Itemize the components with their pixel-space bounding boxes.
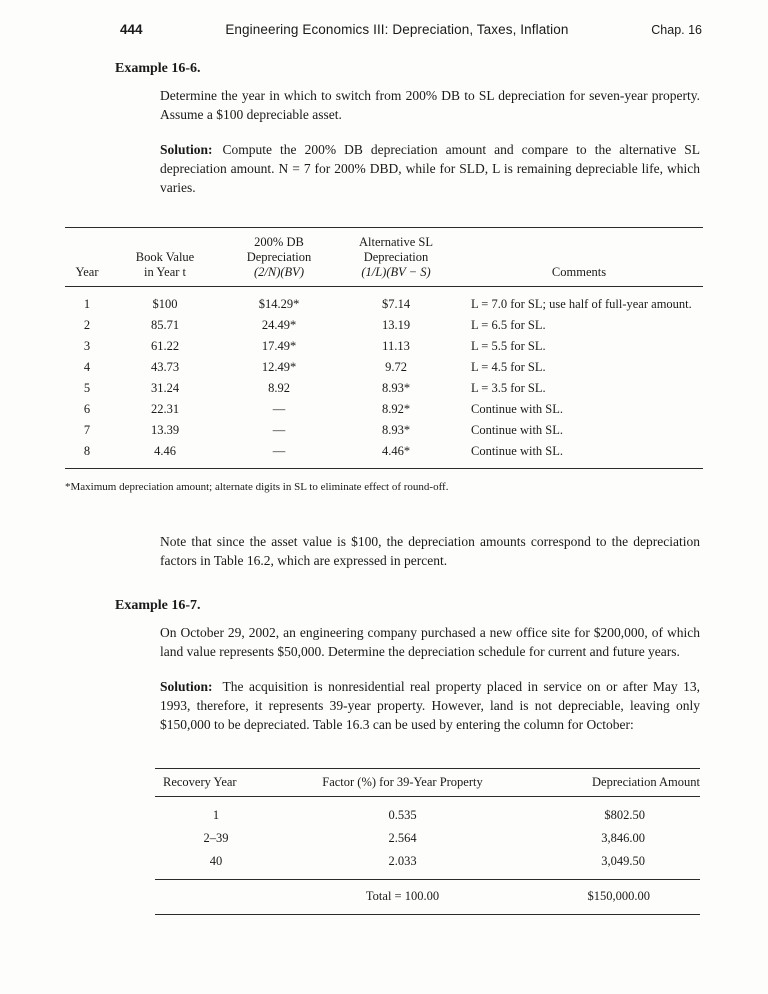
solution-label: Solution: bbox=[160, 142, 213, 157]
cell-db: — bbox=[272, 402, 286, 416]
cell-db: 24.49* bbox=[261, 318, 297, 332]
header-year: Year bbox=[75, 265, 99, 279]
solution-text: Compute the 200% DB depreciation amount and compare to the alternative SL depreciation amount. N = 7 for 200% DBD, while for SLD, L is remaining depreciable life, which varies. bbox=[160, 142, 700, 195]
table-row bbox=[155, 797, 700, 828]
cell-year: 8 bbox=[83, 444, 91, 458]
header-alternative-sl: Alternative SL Depreciation (1/L)(BV − S) bbox=[359, 235, 433, 279]
cell-sl: 8.93* bbox=[381, 381, 411, 395]
cell-year: 6 bbox=[83, 402, 91, 416]
cell-db: — bbox=[272, 444, 286, 458]
header-depreciation-amount: Depreciation Amount bbox=[592, 775, 700, 789]
cell-comments: Continue with SL. bbox=[471, 423, 564, 437]
cell-sl: 11.13 bbox=[382, 339, 410, 353]
cell-sl: 8.92* bbox=[381, 402, 411, 416]
table-row bbox=[65, 336, 703, 357]
cell-book_value: 43.73 bbox=[150, 360, 180, 374]
cell-comments: L = 6.5 for SL. bbox=[471, 318, 546, 332]
cell-sl: 8.93* bbox=[381, 423, 411, 437]
cell-comments: L = 3.5 for SL. bbox=[471, 381, 546, 395]
running-head bbox=[0, 0, 768, 37]
example-16-7-heading: Example 16-7. bbox=[115, 598, 201, 613]
cell-amount: 3,846.00 bbox=[601, 831, 645, 845]
table-body bbox=[65, 287, 703, 469]
table-header bbox=[65, 228, 703, 287]
cell-year: 3 bbox=[83, 339, 91, 353]
cell-year: 7 bbox=[83, 423, 91, 437]
cell-book_value: $100 bbox=[152, 297, 178, 311]
cell-db: $14.29* bbox=[258, 297, 300, 311]
cell-book_value: 61.22 bbox=[150, 339, 180, 353]
table-header-row bbox=[155, 769, 700, 797]
cell-factor: 0.535 bbox=[388, 808, 417, 822]
cell-comments: Continue with SL. bbox=[471, 444, 564, 458]
header-comments: Comments bbox=[551, 265, 607, 279]
example-16-6-solution bbox=[160, 140, 700, 197]
example-16-6-intro: Determine the year in which to switch from 200% DB to SL depreciation for seven-year property. Assume a $100 depreciable asset. bbox=[160, 88, 700, 122]
cell-db: 17.49* bbox=[261, 339, 297, 353]
cell-comments: L = 4.5 for SL. bbox=[471, 360, 546, 374]
header-book-value: Book Value in Year t bbox=[135, 250, 195, 279]
cell-db: 12.49* bbox=[261, 360, 297, 374]
table-row bbox=[65, 315, 703, 336]
table-row bbox=[65, 420, 703, 441]
cell-amount: 3,049.50 bbox=[601, 854, 645, 868]
cell-book_value: 85.71 bbox=[150, 318, 180, 332]
cell-factor: 2.033 bbox=[388, 854, 417, 868]
page-number: 444 bbox=[120, 22, 143, 37]
header-factor: Factor (%) for 39-Year Property bbox=[322, 775, 483, 789]
table-row bbox=[65, 399, 703, 420]
table-row bbox=[65, 287, 703, 316]
table-footer bbox=[155, 880, 700, 915]
note-paragraph: Note that since the asset value is $100, the depreciation amounts correspond to the depreciation factors in Table 16.2, which are expressed in percent. bbox=[160, 534, 700, 568]
table-body bbox=[155, 797, 700, 880]
cell-year: 1 bbox=[212, 808, 220, 822]
cell-db: 8.92 bbox=[268, 381, 290, 395]
table-row bbox=[65, 357, 703, 378]
chapter-title: Engineering Economics III: Depreciation, Taxes, Inflation bbox=[225, 22, 569, 37]
cell-comments: L = 7.0 for SL; use half of full-year amount. bbox=[471, 297, 692, 311]
cell-year: 2–39 bbox=[203, 831, 229, 845]
table-row bbox=[155, 850, 700, 880]
cell-sl: 9.72 bbox=[385, 360, 407, 374]
cell-sl: 4.46* bbox=[381, 444, 411, 458]
header-200db-depreciation: 200% DB Depreciation (2/N)(BV) bbox=[246, 235, 312, 279]
cell-factor: 2.564 bbox=[388, 831, 417, 845]
example-16-7-solution bbox=[160, 677, 700, 734]
cell-book_value: 4.46 bbox=[154, 444, 176, 458]
cell-sl: 13.19 bbox=[381, 318, 411, 332]
cell-comments: Continue with SL. bbox=[471, 402, 564, 416]
cell-year: 40 bbox=[209, 854, 223, 868]
solution-text: The acquisition is nonresidential real property placed in service on or after May 13, 1993, therefore, it represents 39-year property. However, land is not depreciable, leaving only $150,000 to be depreciated. Table 16.3 can be used by entering the column for October: bbox=[160, 679, 700, 732]
table-header bbox=[155, 769, 700, 797]
example-16-6-heading: Example 16-6. bbox=[115, 61, 201, 76]
cell-year: 5 bbox=[83, 381, 91, 395]
cell-book_value: 31.24 bbox=[150, 381, 180, 395]
chapter-label: Chap. 16 bbox=[651, 23, 702, 37]
cell-db: — bbox=[272, 423, 286, 437]
table-footnote: *Maximum depreciation amount; alternate digits in SL to eliminate effect of round-off. bbox=[65, 481, 449, 493]
solution-label: Solution: bbox=[160, 679, 213, 694]
total-amount: $150,000.00 bbox=[587, 889, 650, 903]
header-recovery-year: Recovery Year bbox=[163, 775, 237, 789]
table-row bbox=[65, 441, 703, 469]
cell-comments: L = 5.5 for SL. bbox=[471, 339, 546, 353]
recovery-schedule-table bbox=[155, 768, 700, 915]
example-16-7-intro: On October 29, 2002, an engineering company purchased a new office site for $200,000, of which land value represents $50,000. Determine the depreciation schedule for current and future years. bbox=[160, 625, 700, 659]
table-header-row bbox=[65, 228, 703, 287]
table-row bbox=[155, 827, 700, 850]
cell-book_value: 22.31 bbox=[150, 402, 180, 416]
table-row bbox=[65, 378, 703, 399]
total-label: Total = 100.00 bbox=[365, 889, 440, 903]
cell-year: 1 bbox=[83, 297, 91, 311]
total-row bbox=[155, 880, 700, 915]
cell-year: 4 bbox=[83, 360, 91, 374]
depreciation-switch-table bbox=[65, 227, 703, 469]
total-blank-cell bbox=[155, 880, 277, 915]
cell-sl: $7.14 bbox=[381, 297, 411, 311]
cell-book_value: 13.39 bbox=[150, 423, 180, 437]
cell-year: 2 bbox=[83, 318, 91, 332]
cell-amount: $802.50 bbox=[604, 808, 645, 822]
